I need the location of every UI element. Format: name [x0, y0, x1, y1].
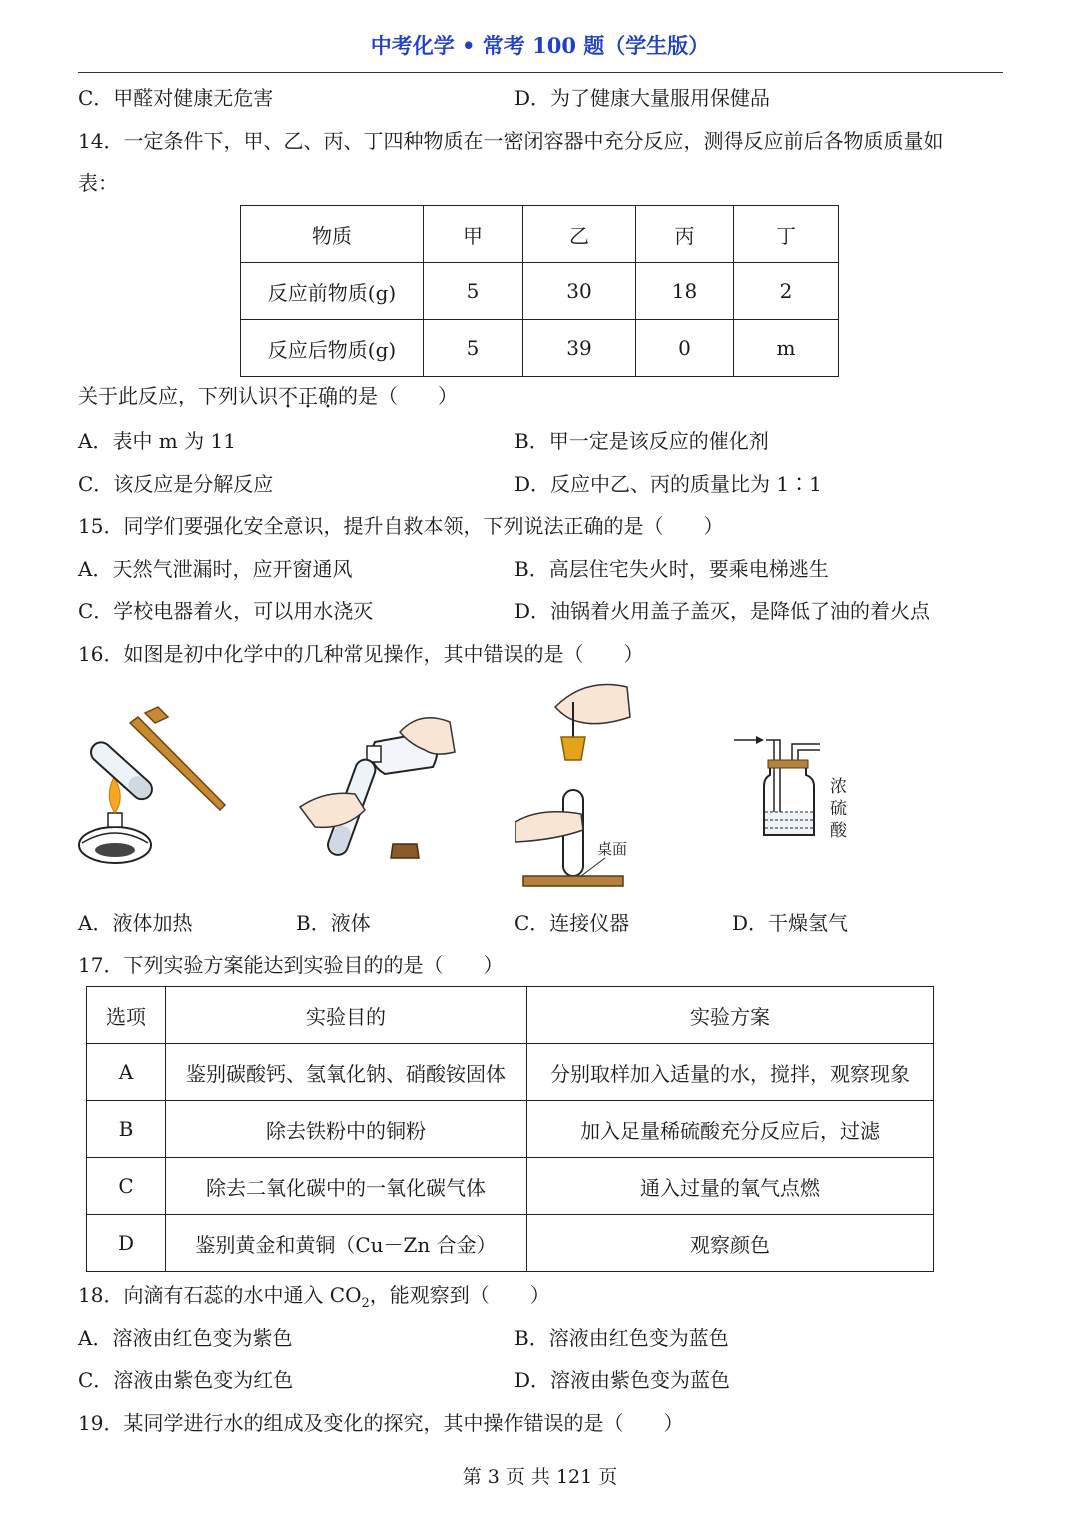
q16-option-b: B．液体 — [296, 911, 371, 935]
q18-option-d: D．溶液由紫色变为蓝色 — [514, 1368, 731, 1392]
q14-mass-table — [240, 205, 839, 377]
q14-question-pre: 关于此反应，下列认识 — [78, 384, 278, 408]
q18-stem-post: ，能观察到（ ） — [369, 1283, 550, 1307]
figure-b-pouring-liquid — [295, 712, 460, 862]
table-cell: 5 — [424, 263, 523, 320]
table-header-row — [87, 987, 934, 1044]
q18-option-a: A．溶液由红色变为紫色 — [78, 1326, 293, 1350]
table-cell: A — [87, 1044, 166, 1101]
table-cell: 18 — [636, 263, 734, 320]
q19-stem: 19．某同学进行水的组成及变化的探究，其中操作错误的是（ ） — [78, 1411, 684, 1435]
table-cell: 通入过量的氧气点燃 — [527, 1158, 934, 1215]
table-header-row — [241, 206, 839, 263]
q14-question — [78, 382, 458, 410]
table-row — [87, 1044, 934, 1101]
table-row — [87, 1101, 934, 1158]
q18-stem-pre: 18．向滴有石蕊的水中通入 CO — [78, 1283, 362, 1307]
table-cell: 加入足量稀硫酸充分反应后，过滤 — [527, 1101, 934, 1158]
q15-stem: 15．同学们要强化安全意识，提升自救本领，下列说法正确的是（ ） — [78, 514, 724, 538]
q18-subscript: 2 — [361, 1296, 370, 1311]
figure-c-table-label: 桌面 — [597, 840, 628, 858]
figure-d-drying-gas — [730, 730, 860, 840]
table-cell: 39 — [523, 320, 636, 377]
table-cell: 分别取样加入适量的水，搅拌，观察现象 — [527, 1044, 934, 1101]
q15-option-c: C．学校电器着火，可以用水浇灭 — [78, 599, 374, 623]
emphasis-char: 正 — [298, 384, 318, 408]
q14-option-a: A．表中 m 为 11 — [78, 429, 236, 453]
table-row — [241, 263, 839, 320]
table-header-cell: 物质 — [241, 206, 424, 263]
q14-stem-line2: 表： — [78, 171, 118, 195]
table-cell: 鉴别碳酸钙、氢氧化钠、硝酸铵固体 — [166, 1044, 527, 1101]
q14-stem-line1: 14．一定条件下，甲、乙、丙、丁四种物质在一密闭容器中充分反应，测得反应前后各物质质量如 — [78, 129, 944, 153]
q13-option-c: C．甲醛对健康无危害 — [78, 86, 274, 110]
table-cell: B — [87, 1101, 166, 1158]
q14-question-post: 的是（ ） — [338, 384, 458, 408]
q18-option-c: C．溶液由紫色变为红色 — [78, 1368, 294, 1392]
q15-option-b: B．高层住宅失火时，要乘电梯逃生 — [514, 557, 829, 581]
figure-c-connecting-apparatus — [515, 682, 645, 894]
table-header-cell: 选项 — [87, 987, 166, 1044]
table-cell: 除去二氧化碳中的一氧化碳气体 — [166, 1158, 527, 1215]
emphasis-char: 确 — [318, 384, 338, 408]
figure-d-label-char: 硫 — [830, 799, 847, 819]
table-header-cell: 实验方案 — [527, 987, 934, 1044]
q18-option-b: B．溶液由红色变为蓝色 — [514, 1326, 729, 1350]
page-number: 第 3 页 共 121 页 — [462, 1466, 618, 1488]
q14-option-d: D．反应中乙、丙的质量比为 1∶1 — [514, 472, 822, 496]
figure-d-label-char: 酸 — [830, 821, 847, 840]
emphasis-char: 不 — [278, 384, 298, 408]
q16-stem: 16．如图是初中化学中的几种常见操作，其中错误的是（ ） — [78, 642, 644, 666]
table-row — [241, 320, 839, 377]
page-header-title: 中考化学 • 常考 100 题（学生版） — [370, 33, 710, 58]
q16-option-c: C．连接仪器 — [514, 911, 630, 935]
header-divider — [78, 72, 1003, 73]
table-header-cell: 丁 — [734, 206, 839, 263]
table-cell: 反应前物质(g) — [241, 263, 424, 320]
table-header-cell: 丙 — [636, 206, 734, 263]
table-row — [87, 1215, 934, 1272]
q17-stem: 17．下列实验方案能达到实验目的的是（ ） — [78, 953, 504, 977]
table-cell: 5 — [424, 320, 523, 377]
table-cell: 30 — [523, 263, 636, 320]
q13-option-d: D．为了健康大量服用保健品 — [514, 86, 771, 110]
q18-stem — [78, 1281, 550, 1318]
table-cell: 除去铁粉中的铜粉 — [166, 1101, 527, 1158]
figure-d-label-char: 浓 — [830, 777, 847, 797]
table-header-cell: 甲 — [424, 206, 523, 263]
q15-option-a: A．天然气泄漏时，应开窗通风 — [78, 557, 353, 581]
table-header-cell: 实验目的 — [166, 987, 527, 1044]
table-cell: 鉴别黄金和黄铜（Cu－Zn 合金） — [166, 1215, 527, 1272]
q14-option-c: C．该反应是分解反应 — [78, 472, 274, 496]
table-cell: 2 — [734, 263, 839, 320]
table-header-cell: 乙 — [523, 206, 636, 263]
table-cell: D — [87, 1215, 166, 1272]
table-cell: m — [734, 320, 839, 377]
table-cell: 观察颜色 — [527, 1215, 934, 1272]
table-cell: 反应后物质(g) — [241, 320, 424, 377]
q16-option-d: D．干燥氢气 — [732, 911, 849, 935]
q15-option-d: D．油锅着火用盖子盖灭，是降低了油的着火点 — [514, 599, 931, 623]
q14-option-b: B．甲一定是该反应的催化剂 — [514, 429, 769, 453]
table-row — [87, 1158, 934, 1215]
q17-experiment-table — [86, 986, 934, 1272]
table-cell: 0 — [636, 320, 734, 377]
table-cell: C — [87, 1158, 166, 1215]
figure-a-liquid-heating — [70, 705, 240, 870]
q16-option-a: A．液体加热 — [78, 911, 193, 935]
